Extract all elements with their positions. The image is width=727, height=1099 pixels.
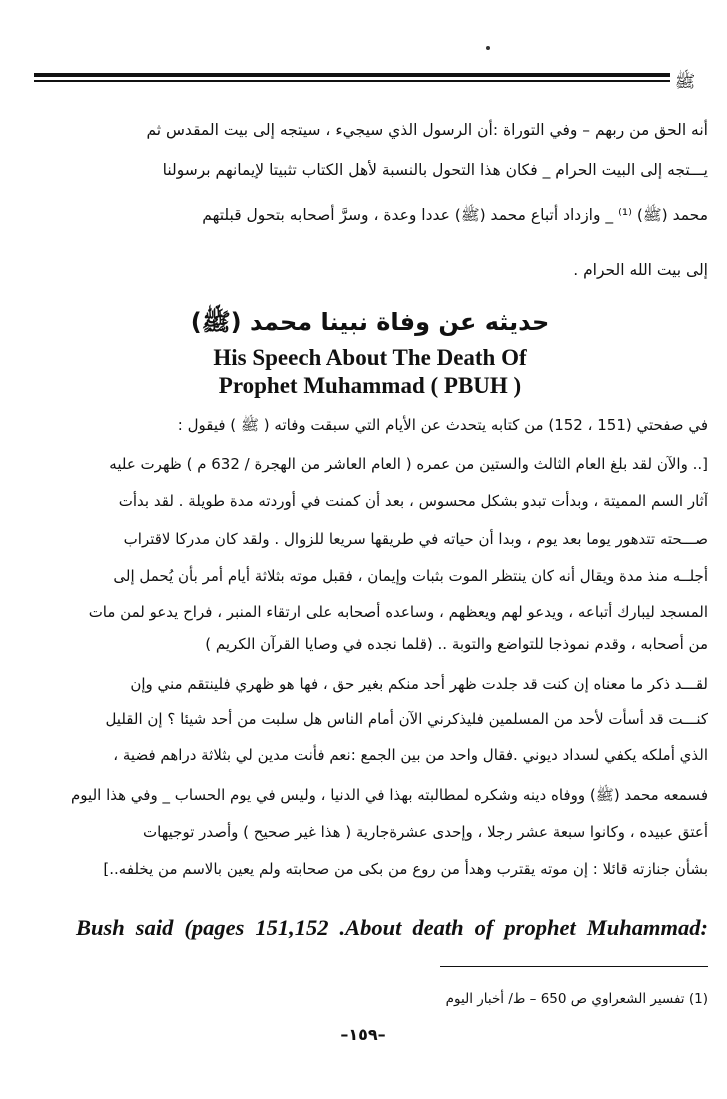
quote-line: أعتق عبيده ، وكانوا سبعة عشر رجلا ، وإحدى عشرةجارية ( هذا غير صحيح ) وأصدر توجيهات — [143, 823, 708, 841]
salawat-seal-icon: ﷺ — [674, 72, 696, 92]
quote-line: لقـــد ذكر ما معناه إن كنت قد جلدت ظهر أحد منكم بغير حق ، فها هو ظهري فلينتقم مني وإن — [130, 675, 708, 693]
section-title-arabic: حديثه عن وفاة نبينا محمد (ﷺ) — [190, 308, 550, 336]
section-title-english-line1: His Speech About The Death Of — [213, 345, 527, 370]
quote-line: في صفحتي (151 ، 152) من كتابه يتحدث عن الأيام التي سبقت وفاته ( ﷺ ) فيقول : — [177, 416, 708, 434]
header-rule-thick — [34, 73, 670, 77]
footnote — [400, 985, 708, 1013]
quote-line: [.. والآن لقد بلغ العام الثالث والستين من عمره ( العام العاشر من الهجرة / 632 م ) ظهرت عليه — [109, 455, 708, 473]
section-title-english-line2: Prophet Muhammad ( PBUH ) — [218, 373, 522, 398]
quote-line: بشأن جنازته قائلا : إن موته يقترب وهدأ من روع من بكى من صحابته ولم يعين بالاسم من يخلفه..] — [103, 860, 708, 878]
footnote-marker: (1) — [688, 991, 708, 1007]
english-caption: Bush said (pages 151,152 .About death of prophet Muhammad: — [76, 915, 708, 940]
quote-line: من أصحابه ، وقدم نموذجا للتواضع والتوبة .. (قلما نجده في وصايا القرآن الكريم ) — [205, 635, 708, 653]
quote-line: الذي أملكه يكفي لسداد ديوني .فقال واحد من بين الجمع :نعم فأنت مدين لي بثلاثة دراهم فضية ، — [113, 746, 708, 764]
quote-line: كنـــت قد أسأت لأحد من المسلمين فليذكرني الآن أمام الناس هل سلبت من أحد شيئا ؟ إن القليل — [105, 710, 708, 728]
intro-line: يـــتجه إلى البيت الحرام _ فكان هذا التحول بالنسبة لأهل الكتاب تثبيتا لإيمانهم برسولنا — [162, 161, 708, 179]
footnote-text: تفسير الشعراوي ص 650 – ط/ أخبار اليوم — [445, 991, 685, 1007]
speck-dot — [486, 46, 490, 50]
page-number: –١٥٩– — [340, 1025, 386, 1044]
footnote-separator — [440, 966, 708, 967]
quote-line: فسمعه محمد (ﷺ) ووفاه دينه وشكره لمطالبته بهذا في الدنيا ، وليس في يوم الحساب _ وفي هذا اليوم — [71, 786, 708, 804]
intro-line: محمد (ﷺ) ⁽¹⁾ _ وازداد أتباع محمد (ﷺ) عددا وعدة ، وسرَّ أصحابه بتحول قبلتهم — [202, 206, 708, 224]
quote-line: آثار السم المميتة ، وبدأت تبدو بشكل محسوس ، بعد أن كمنت في أوردته مدة طويلة . لقد بدأت — [118, 492, 708, 510]
quote-line: المسجد ليبارك أتباعه ، ويدعو لهم ويعظهم ، وساعده أصحابه على ارتقاء المنبر ، فراح يدعو لمن مات — [88, 603, 708, 621]
header-rule-thin — [34, 80, 670, 82]
quote-line: صـــحته تتدهور يوما بعد يوم ، وبدا أن حياته في طريقها سريعا للزوال . ولقد كان مدركا لاقتراب — [123, 530, 708, 548]
quote-line: أجلــه منذ مدة ويقال أنه كان ينتظر الموت بثبات وإيمان ، فقبل موته بثلاثة أيام أمر بأن يُحمل إلى — [113, 567, 708, 585]
intro-line: إلى بيت الله الحرام . — [573, 261, 708, 279]
intro-line: أنه الحق من ربهم – وفي التوراة :أن الرسول الذي سيجيء ، سيتجه إلى بيت المقدس ثم — [146, 121, 708, 139]
